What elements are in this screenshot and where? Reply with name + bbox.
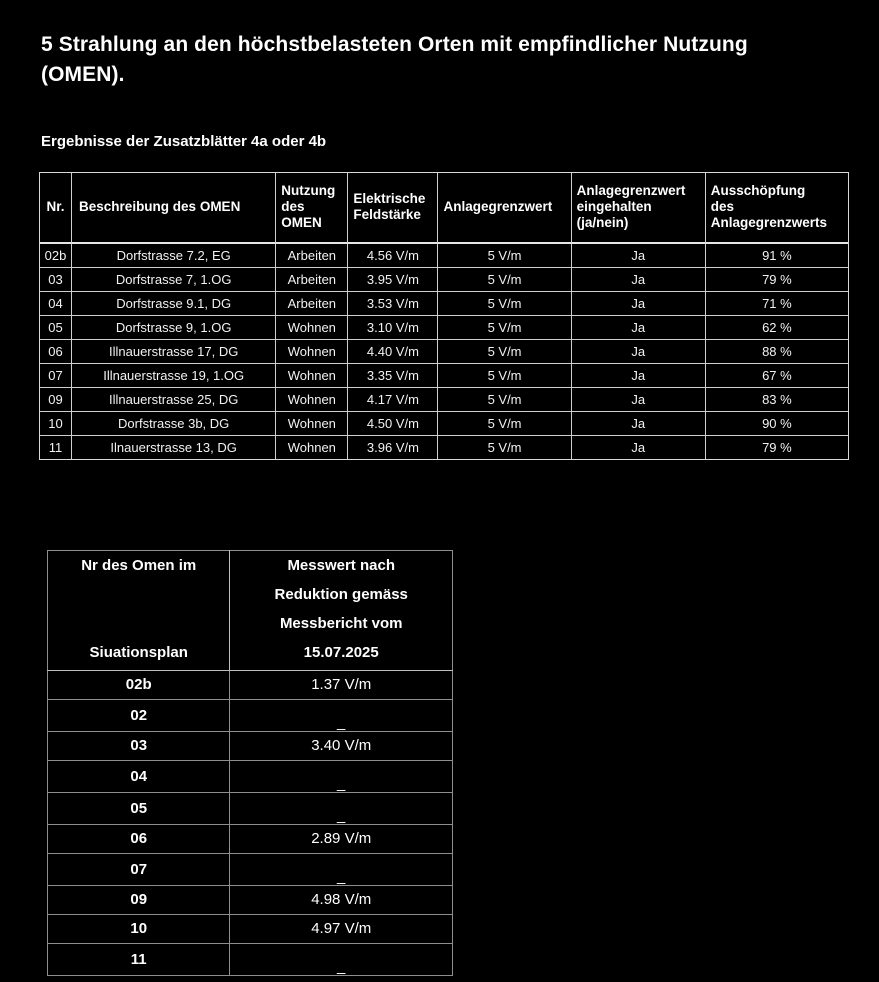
cell-nr: 07 bbox=[40, 364, 72, 388]
cell-beschreibung: Dorfstrasse 9, 1.OG bbox=[72, 316, 276, 340]
cell-beschreibung: Dorfstrasse 7.2, EG bbox=[72, 244, 276, 268]
table-row bbox=[40, 292, 848, 316]
cell-beschreibung: Illnauerstrasse 25, DG bbox=[72, 388, 276, 412]
col-header-feldstaerke-line-1: Elektrische bbox=[353, 191, 426, 206]
cell-eingehalten: Ja bbox=[572, 244, 706, 268]
cell-ausschoepfung: 62 % bbox=[706, 316, 848, 340]
cell-feldstaerke: 3.95 V/m bbox=[348, 268, 438, 292]
cell-nutzung: Wohnen bbox=[276, 364, 348, 388]
cell-ausschoepfung: 79 % bbox=[706, 268, 848, 292]
cell-eingehalten: Ja bbox=[572, 316, 706, 340]
col-header-beschreibung-line-1: Beschreibung des OMEN bbox=[79, 199, 241, 214]
col-header-messwert-line-4: 15.07.2025 bbox=[303, 644, 379, 661]
cell-feldstaerke: 4.50 V/m bbox=[348, 412, 438, 436]
messwerte-table-wrapper bbox=[47, 550, 453, 976]
col-header-nutzung-line-1: Nutzung bbox=[281, 183, 336, 198]
cell-ausschoepfung: 79 % bbox=[706, 436, 848, 459]
cell-ausschoepfung: 71 % bbox=[706, 292, 848, 316]
cell-omen-nr: 02b bbox=[48, 671, 230, 700]
col-header-anlagegrenzwert bbox=[438, 173, 571, 244]
cell-eingehalten: Ja bbox=[572, 436, 706, 459]
cell-messwert: 2.89 V/m bbox=[230, 825, 453, 854]
omen-table-head bbox=[40, 173, 848, 244]
cell-ausschoepfung: 91 % bbox=[706, 244, 848, 268]
cell-grenzwert: 5 V/m bbox=[438, 268, 571, 292]
cell-eingehalten: Ja bbox=[572, 388, 706, 412]
cell-grenzwert: 5 V/m bbox=[438, 364, 571, 388]
messwerte-table bbox=[47, 550, 453, 976]
col-header-anlagegrenzwert-line-1: Anlagegrenzwert bbox=[443, 199, 553, 214]
table-row bbox=[48, 825, 453, 854]
table-row bbox=[40, 268, 848, 292]
cell-grenzwert: 5 V/m bbox=[438, 340, 571, 364]
omen-table-body bbox=[40, 244, 848, 459]
omen-results-table bbox=[39, 172, 849, 460]
cell-omen-nr: 07 bbox=[48, 854, 230, 886]
col-header-eingehalten bbox=[572, 173, 706, 244]
cell-nutzung: Wohnen bbox=[276, 412, 348, 436]
cell-messwert: _ bbox=[230, 793, 453, 825]
cell-nutzung: Wohnen bbox=[276, 340, 348, 364]
cell-beschreibung: Ilnauerstrasse 13, DG bbox=[72, 436, 276, 459]
table-row bbox=[40, 436, 848, 459]
col-header-nr-line-1: Nr. bbox=[46, 199, 65, 214]
cell-ausschoepfung: 83 % bbox=[706, 388, 848, 412]
table-row bbox=[48, 761, 453, 793]
cell-beschreibung: Dorfstrasse 7, 1.OG bbox=[72, 268, 276, 292]
col-header-omen-nr-line-4: Siuationsplan bbox=[89, 644, 188, 661]
col-header-omen-nr-line-3 bbox=[48, 609, 229, 638]
table-row bbox=[48, 915, 453, 944]
cell-nutzung: Arbeiten bbox=[276, 292, 348, 316]
cell-omen-nr: 05 bbox=[48, 793, 230, 825]
cell-grenzwert: 5 V/m bbox=[438, 244, 571, 268]
col-header-messwert-line-1: Messwert nach bbox=[287, 557, 395, 574]
table-row bbox=[40, 316, 848, 340]
cell-feldstaerke: 4.40 V/m bbox=[348, 340, 438, 364]
cell-grenzwert: 5 V/m bbox=[438, 388, 571, 412]
cell-feldstaerke: 3.35 V/m bbox=[348, 364, 438, 388]
col-header-omen-nr-line-1: Nr des Omen im bbox=[81, 557, 197, 574]
col-header-eingehalten-line-2: eingehalten bbox=[576, 199, 652, 214]
cell-eingehalten: Ja bbox=[572, 292, 706, 316]
cell-nr: 05 bbox=[40, 316, 72, 340]
cell-feldstaerke: 4.56 V/m bbox=[348, 244, 438, 268]
messwerte-table-body bbox=[48, 671, 453, 976]
cell-nr: 06 bbox=[40, 340, 72, 364]
cell-feldstaerke: 3.53 V/m bbox=[348, 292, 438, 316]
cell-messwert: _ bbox=[230, 854, 453, 886]
col-header-ausschoepfung bbox=[706, 173, 848, 244]
table-row bbox=[48, 886, 453, 915]
col-header-eingehalten-line-3: (ja/nein) bbox=[576, 215, 629, 230]
cell-messwert: 4.98 V/m bbox=[230, 886, 453, 915]
cell-beschreibung: Illnauerstrasse 19, 1.OG bbox=[72, 364, 276, 388]
table-row bbox=[48, 700, 453, 732]
cell-beschreibung: Dorfstrasse 9.1, DG bbox=[72, 292, 276, 316]
cell-feldstaerke: 3.96 V/m bbox=[348, 436, 438, 459]
col-header-nutzung bbox=[276, 173, 348, 244]
table-row bbox=[40, 340, 848, 364]
page-title: 5 Strahlung an den höchstbelasteten Orten mit empfindlicher Nutzung (OMEN). bbox=[41, 33, 748, 86]
cell-eingehalten: Ja bbox=[572, 364, 706, 388]
col-header-messwert-line-2: Reduktion gemäss bbox=[274, 586, 408, 603]
cell-messwert: 3.40 V/m bbox=[230, 732, 453, 761]
table-row bbox=[40, 412, 848, 436]
cell-messwert: _ bbox=[230, 761, 453, 793]
messwerte-table-head bbox=[48, 551, 453, 671]
col-header-eingehalten-line-1: Anlagegrenzwert bbox=[576, 183, 686, 198]
cell-ausschoepfung: 88 % bbox=[706, 340, 848, 364]
col-header-nr bbox=[40, 173, 72, 244]
section-subtitle: Ergebnisse der Zusatzblätter 4a oder 4b bbox=[41, 133, 327, 150]
cell-nutzung: Wohnen bbox=[276, 388, 348, 412]
cell-grenzwert: 5 V/m bbox=[438, 292, 571, 316]
table-row bbox=[48, 732, 453, 761]
col-header-nutzung-line-2: des bbox=[281, 199, 305, 214]
messwerte-header-row bbox=[48, 551, 453, 671]
cell-nr: 10 bbox=[40, 412, 72, 436]
omen-header-row bbox=[40, 173, 848, 244]
cell-nr: 11 bbox=[40, 436, 72, 459]
cell-nr: 03 bbox=[40, 268, 72, 292]
cell-nr: 09 bbox=[40, 388, 72, 412]
cell-nr: 02b bbox=[40, 244, 72, 268]
col-header-feldstaerke bbox=[348, 173, 438, 244]
col-header-ausschoepfung-line-1: Ausschöpfung bbox=[710, 183, 806, 198]
cell-feldstaerke: 3.10 V/m bbox=[348, 316, 438, 340]
col-header-feldstaerke-line-2: Feldstärke bbox=[353, 207, 421, 222]
table-row bbox=[40, 244, 848, 268]
cell-feldstaerke: 4.17 V/m bbox=[348, 388, 438, 412]
table-row bbox=[40, 364, 848, 388]
table-row bbox=[40, 388, 848, 412]
cell-eingehalten: Ja bbox=[572, 412, 706, 436]
table-row bbox=[48, 944, 453, 976]
table-row bbox=[48, 793, 453, 825]
cell-beschreibung: Dorfstrasse 3b, DG bbox=[72, 412, 276, 436]
cell-messwert: _ bbox=[230, 700, 453, 732]
cell-eingehalten: Ja bbox=[572, 268, 706, 292]
cell-nutzung: Arbeiten bbox=[276, 244, 348, 268]
col-header-messwert bbox=[230, 551, 453, 671]
col-header-ausschoepfung-line-3: Anlagegrenzwerts bbox=[710, 215, 828, 230]
col-header-messwert-line-3: Messbericht vom bbox=[279, 615, 403, 632]
cell-grenzwert: 5 V/m bbox=[438, 316, 571, 340]
col-header-nutzung-line-3: OMEN bbox=[281, 215, 322, 230]
cell-nutzung: Wohnen bbox=[276, 436, 348, 459]
cell-omen-nr: 03 bbox=[48, 732, 230, 761]
cell-omen-nr: 06 bbox=[48, 825, 230, 854]
cell-ausschoepfung: 67 % bbox=[706, 364, 848, 388]
cell-omen-nr: 09 bbox=[48, 886, 230, 915]
cell-grenzwert: 5 V/m bbox=[438, 436, 571, 459]
omen-results-table-wrapper bbox=[39, 172, 849, 460]
cell-eingehalten: Ja bbox=[572, 340, 706, 364]
cell-nutzung: Arbeiten bbox=[276, 268, 348, 292]
cell-omen-nr: 10 bbox=[48, 915, 230, 944]
cell-beschreibung: Illnauerstrasse 17, DG bbox=[72, 340, 276, 364]
col-header-ausschoepfung-line-2: des bbox=[710, 199, 735, 214]
cell-messwert: 4.97 V/m bbox=[230, 915, 453, 944]
cell-nutzung: Wohnen bbox=[276, 316, 348, 340]
col-header-omen-nr-line-2 bbox=[48, 580, 229, 609]
cell-omen-nr: 11 bbox=[48, 944, 230, 976]
cell-messwert: _ bbox=[230, 944, 453, 976]
cell-ausschoepfung: 90 % bbox=[706, 412, 848, 436]
cell-omen-nr: 02 bbox=[48, 700, 230, 732]
table-row bbox=[48, 854, 453, 886]
col-header-omen-nr bbox=[48, 551, 230, 671]
cell-nr: 04 bbox=[40, 292, 72, 316]
cell-grenzwert: 5 V/m bbox=[438, 412, 571, 436]
cell-messwert: 1.37 V/m bbox=[230, 671, 453, 700]
table-row bbox=[48, 671, 453, 700]
cell-omen-nr: 04 bbox=[48, 761, 230, 793]
col-header-beschreibung bbox=[72, 173, 276, 244]
